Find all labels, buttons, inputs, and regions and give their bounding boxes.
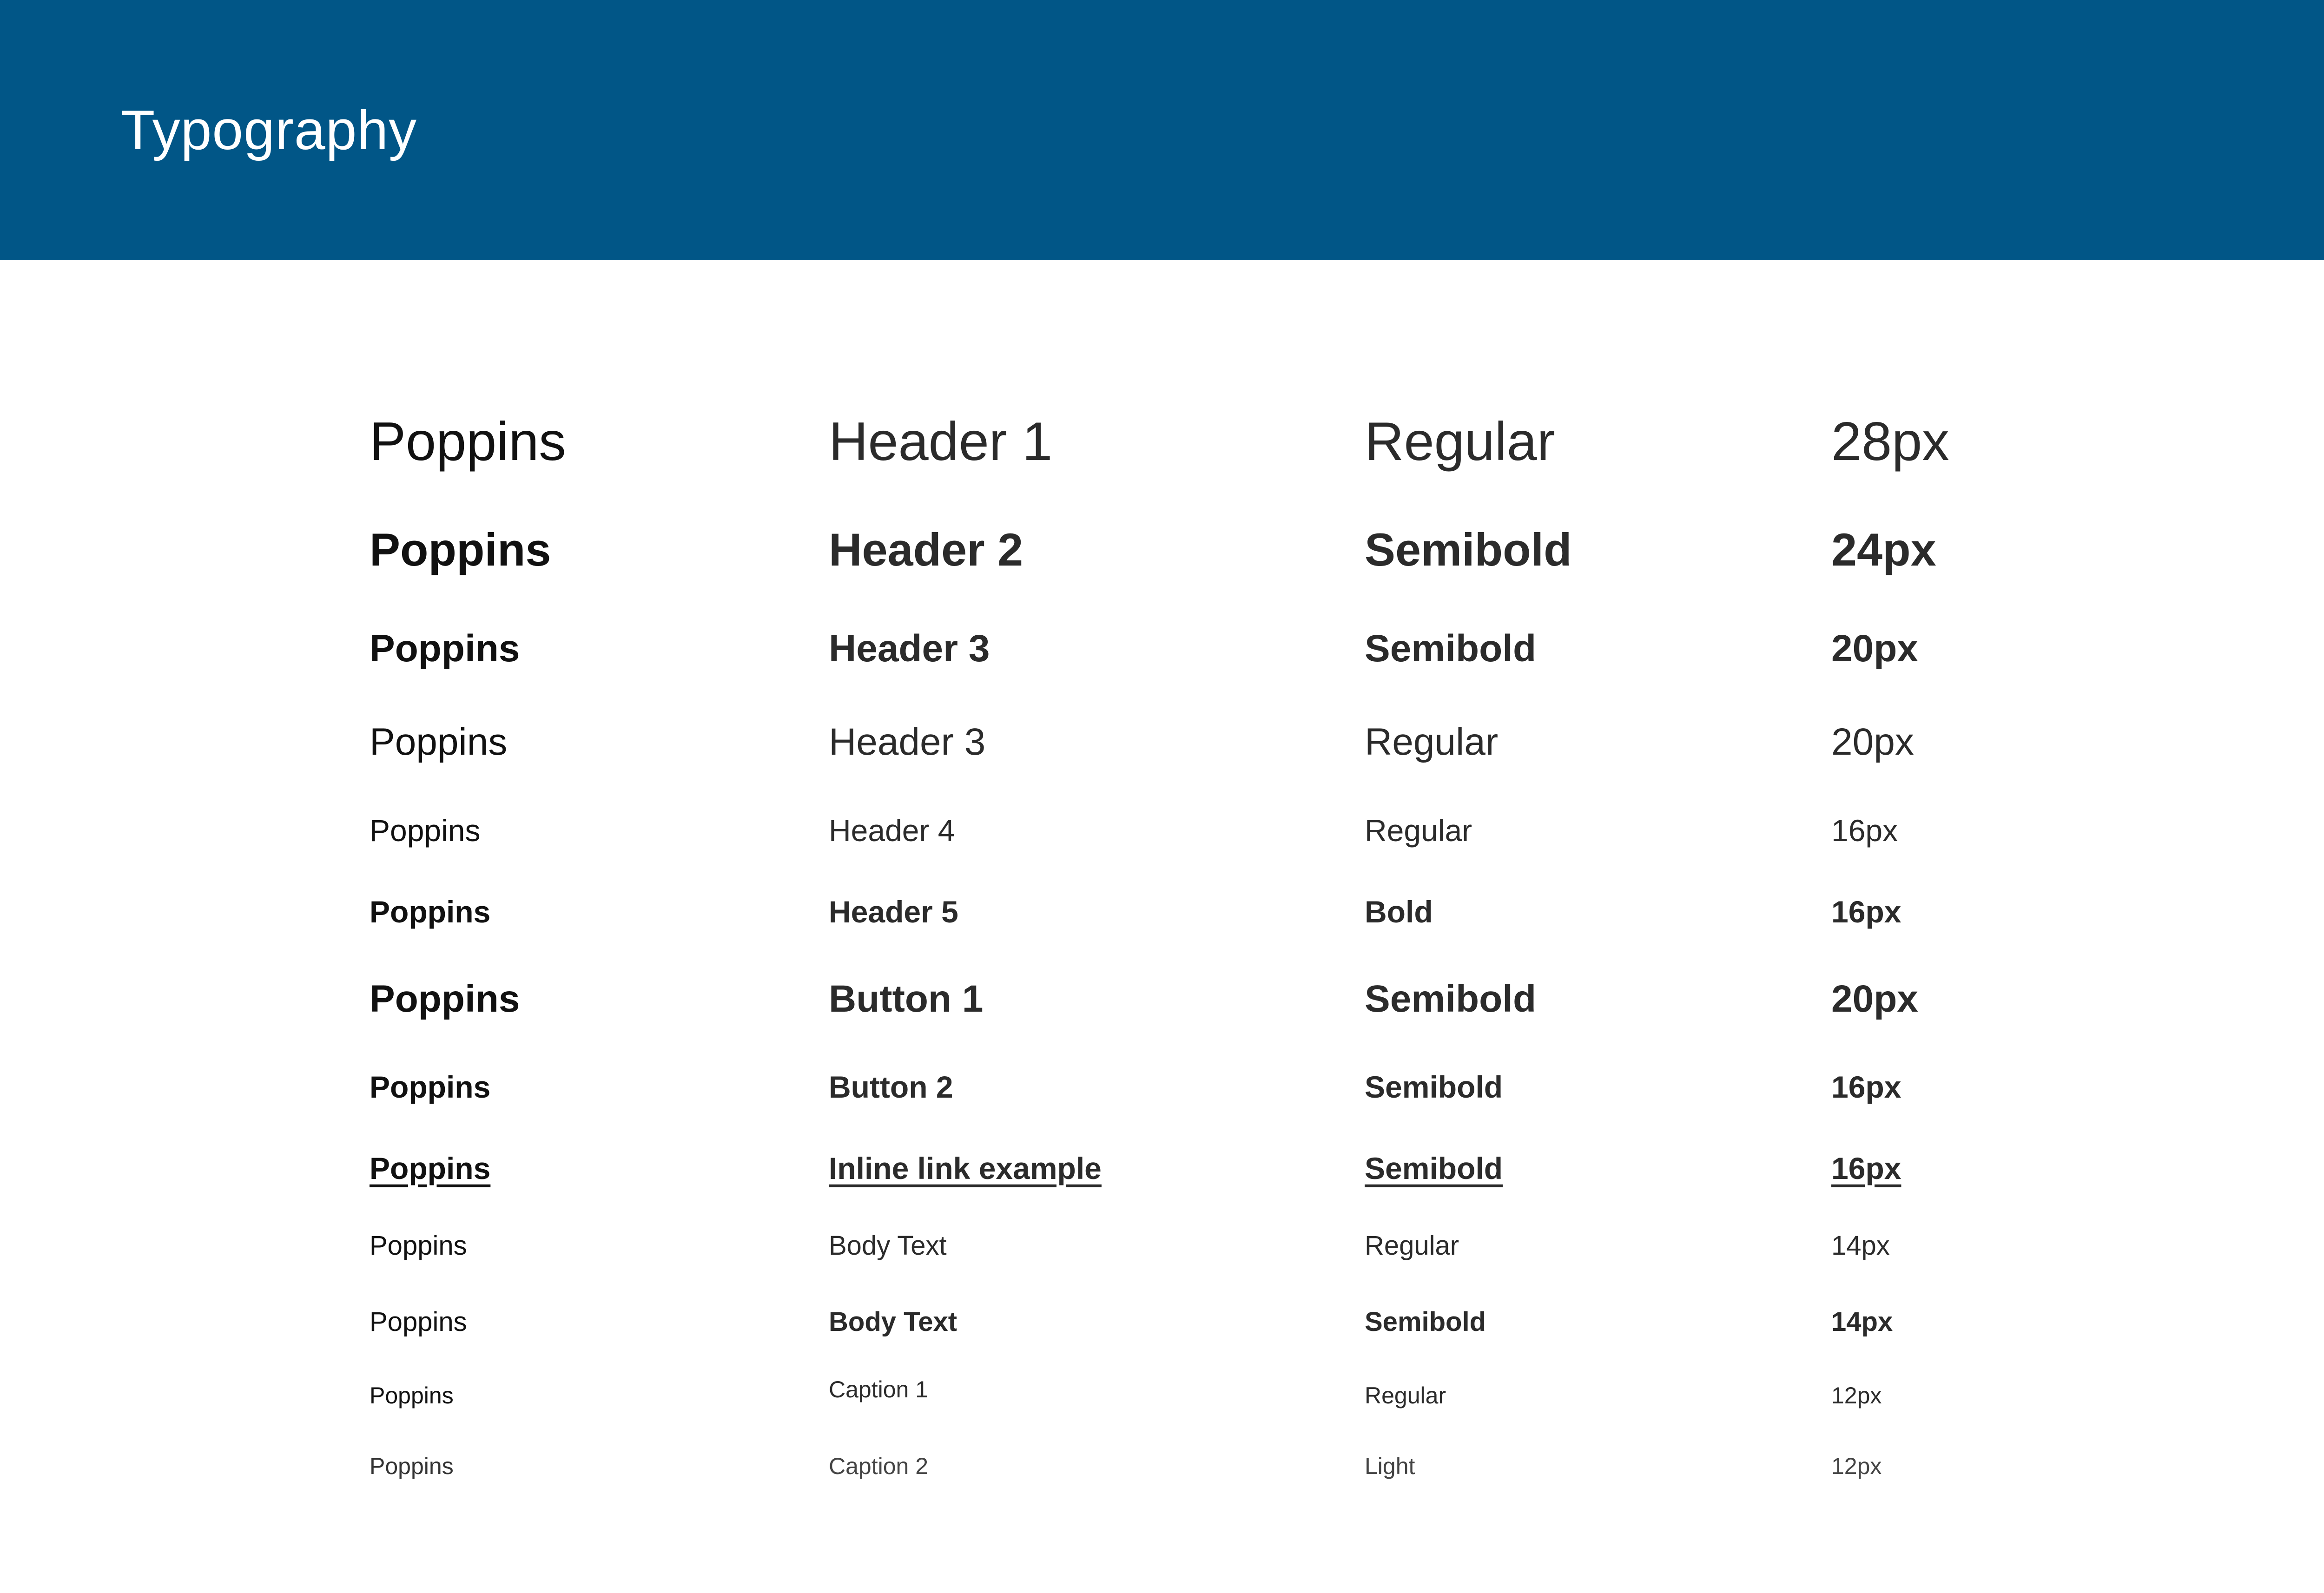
style-name-cell: Header 1 [829,410,1053,472]
font-family-cell: Poppins [370,894,491,929]
font-size-cell: 14px [1831,1306,1893,1337]
font-weight-cell: Regular [1365,1382,1446,1409]
font-family-cell: Poppins [370,1306,467,1337]
font-weight-cell: Semibold [1365,627,1537,670]
font-family-cell: Poppins [370,1230,467,1261]
font-weight-cell: Semibold [1365,1306,1486,1337]
font-size-cell: 20px [1831,977,1918,1020]
font-size-cell: 16px [1831,813,1898,848]
font-weight-cell: Semibold [1365,524,1572,576]
font-size-cell: 12px [1831,1453,1882,1479]
style-name-cell: Body Text [829,1306,957,1337]
style-name-cell: Header 4 [829,813,955,848]
style-name-cell: Button 1 [829,977,984,1020]
font-size-cell: 28px [1831,410,1949,472]
font-weight-cell: Regular [1365,410,1555,472]
font-family-cell: Poppins [370,720,508,763]
style-name-cell: Header 3 [829,720,986,763]
font-family-cell: Poppins [370,627,520,670]
style-name-cell: Body Text [829,1230,947,1261]
font-size-cell: 16px [1831,894,1901,929]
font-family-cell: Poppins [370,524,551,576]
font-size-cell: 20px [1831,720,1914,763]
inline-link-example[interactable]: Inline link example [829,1151,1102,1185]
font-family-cell: Poppins [370,1069,491,1104]
font-weight-cell: Bold [1365,894,1433,929]
font-family-cell: Poppins [370,1453,454,1479]
font-size-cell: 16px [1831,1069,1901,1104]
font-family-cell: Poppins [370,977,520,1020]
font-family-cell: Poppins [370,410,566,472]
font-weight-cell: Regular [1365,1230,1459,1261]
font-size-cell: 16px [1831,1151,1901,1185]
font-size-cell: 24px [1831,524,1936,576]
font-weight-cell: Regular [1365,813,1472,848]
font-family-cell: Poppins [370,1151,491,1185]
page-title: Typography [121,99,417,161]
style-name-cell: Caption 1 [829,1376,929,1402]
style-name-cell: Header 5 [829,894,958,929]
style-name-cell: Caption 2 [829,1453,929,1479]
font-family-cell: Poppins [370,1382,454,1409]
font-weight-cell: Semibold [1365,1069,1503,1104]
font-size-cell: 14px [1831,1230,1890,1261]
font-size-cell: 12px [1831,1382,1882,1409]
style-name-cell: Header 3 [829,627,990,670]
font-weight-cell: Semibold [1365,977,1537,1020]
font-weight-cell: Light [1365,1453,1415,1479]
font-family-cell: Poppins [370,813,481,848]
font-weight-cell: Semibold [1365,1151,1503,1185]
style-name-cell: Button 2 [829,1069,953,1104]
style-name-cell: Header 2 [829,524,1023,576]
font-weight-cell: Regular [1365,720,1499,763]
font-size-cell: 20px [1831,627,1918,670]
